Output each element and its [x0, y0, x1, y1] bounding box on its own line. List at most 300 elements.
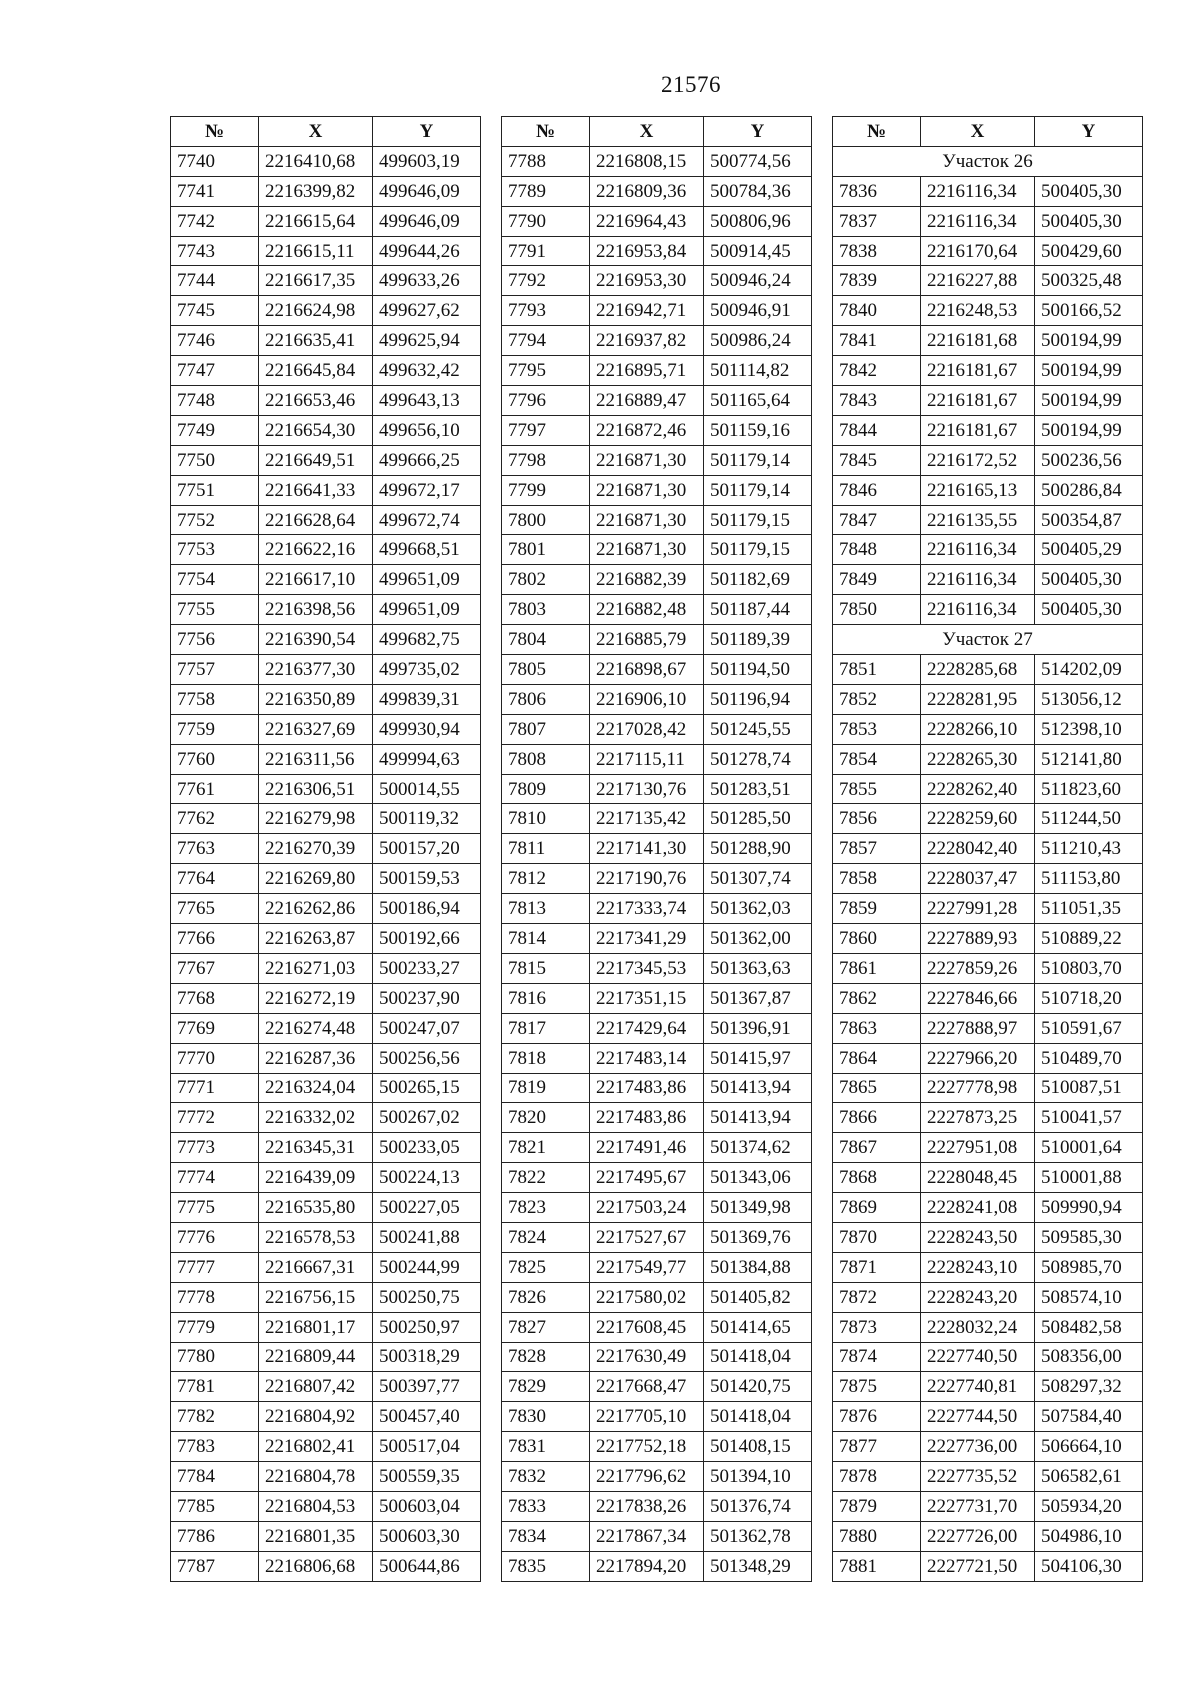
point-number-cell: 7873 [833, 1312, 921, 1342]
point-number-cell: 7874 [833, 1342, 921, 1372]
x-coordinate-cell: 2228042,40 [921, 834, 1035, 864]
point-number-cell: 7797 [502, 415, 590, 445]
y-coordinate-cell: 511244,50 [1035, 804, 1143, 834]
x-coordinate-cell: 2216287,36 [259, 1043, 373, 1073]
point-number-cell: 7813 [502, 894, 590, 924]
x-coordinate-cell: 2216262,86 [259, 894, 373, 924]
y-coordinate-cell: 500157,20 [373, 834, 481, 864]
point-number-cell: 7878 [833, 1462, 921, 1492]
point-number-cell: 7763 [171, 834, 259, 864]
y-coordinate-cell: 500559,35 [373, 1462, 481, 1492]
point-number-cell: 7748 [171, 386, 259, 416]
table-row [171, 176, 481, 206]
y-coordinate-cell: 500914,45 [704, 236, 812, 266]
point-number-cell: 7804 [502, 625, 590, 655]
table-row [833, 983, 1143, 1013]
table-row [833, 744, 1143, 774]
y-coordinate-cell: 499651,09 [373, 595, 481, 625]
x-coordinate-cell: 2228048,45 [921, 1163, 1035, 1193]
y-coordinate-cell: 500405,30 [1035, 176, 1143, 206]
y-coordinate-cell: 499672,17 [373, 475, 481, 505]
y-coordinate-cell: 500166,52 [1035, 296, 1143, 326]
point-number-cell: 7746 [171, 326, 259, 356]
y-coordinate-cell: 500119,32 [373, 804, 481, 834]
point-number-cell: 7810 [502, 804, 590, 834]
table-row [502, 684, 812, 714]
table-row [502, 1163, 812, 1193]
column-header-number: № [833, 117, 921, 147]
x-coordinate-cell: 2217130,76 [590, 774, 704, 804]
x-coordinate-cell: 2216653,46 [259, 386, 373, 416]
table-row [833, 1372, 1143, 1402]
table-row [171, 505, 481, 535]
x-coordinate-cell: 2216889,47 [590, 386, 704, 416]
table-row [502, 1551, 812, 1581]
x-coordinate-cell: 2217483,86 [590, 1073, 704, 1103]
point-number-cell: 7743 [171, 236, 259, 266]
table-row [502, 1342, 812, 1372]
table-row [833, 953, 1143, 983]
point-number-cell: 7777 [171, 1252, 259, 1282]
table-row [502, 983, 812, 1013]
table-row [171, 1432, 481, 1462]
y-coordinate-cell: 501349,98 [704, 1193, 812, 1223]
y-coordinate-cell: 501179,14 [704, 445, 812, 475]
x-coordinate-cell: 2216170,64 [921, 236, 1035, 266]
table-row [171, 1551, 481, 1581]
x-coordinate-cell: 2217115,11 [590, 744, 704, 774]
table-header-row [833, 117, 1143, 147]
table-row [502, 595, 812, 625]
y-coordinate-cell: 501414,65 [704, 1312, 812, 1342]
y-coordinate-cell: 500256,56 [373, 1043, 481, 1073]
y-coordinate-cell: 501413,94 [704, 1103, 812, 1133]
x-coordinate-cell: 2227726,00 [921, 1521, 1035, 1551]
point-number-cell: 7847 [833, 505, 921, 535]
y-coordinate-cell: 500986,24 [704, 326, 812, 356]
point-number-cell: 7799 [502, 475, 590, 505]
point-number-cell: 7880 [833, 1521, 921, 1551]
table-row [171, 864, 481, 894]
y-coordinate-cell: 501285,50 [704, 804, 812, 834]
y-coordinate-cell: 500354,87 [1035, 505, 1143, 535]
point-number-cell: 7860 [833, 924, 921, 954]
point-number-cell: 7856 [833, 804, 921, 834]
point-number-cell: 7764 [171, 864, 259, 894]
x-coordinate-cell: 2228259,60 [921, 804, 1035, 834]
x-coordinate-cell: 2217867,34 [590, 1521, 704, 1551]
x-coordinate-cell: 2227991,28 [921, 894, 1035, 924]
y-coordinate-cell: 499839,31 [373, 684, 481, 714]
point-number-cell: 7793 [502, 296, 590, 326]
x-coordinate-cell: 2228262,40 [921, 774, 1035, 804]
y-coordinate-cell: 511051,35 [1035, 894, 1143, 924]
table-row [833, 1551, 1143, 1581]
table-row [502, 894, 812, 924]
column-header-number: № [502, 117, 590, 147]
point-number-cell: 7765 [171, 894, 259, 924]
y-coordinate-cell: 510591,67 [1035, 1013, 1143, 1043]
coordinate-tables [170, 116, 1143, 1582]
x-coordinate-cell: 2217527,67 [590, 1222, 704, 1252]
point-number-cell: 7745 [171, 296, 259, 326]
table-row [833, 924, 1143, 954]
x-coordinate-cell: 2216628,64 [259, 505, 373, 535]
x-coordinate-cell: 2227778,98 [921, 1073, 1035, 1103]
point-number-cell: 7861 [833, 953, 921, 983]
y-coordinate-cell: 500227,05 [373, 1193, 481, 1223]
table-row [502, 206, 812, 236]
y-coordinate-cell: 501376,74 [704, 1491, 812, 1521]
table-row [502, 1491, 812, 1521]
table-row [833, 655, 1143, 685]
y-coordinate-cell: 500192,66 [373, 924, 481, 954]
point-number-cell: 7875 [833, 1372, 921, 1402]
table-row [171, 684, 481, 714]
y-coordinate-cell: 501413,94 [704, 1073, 812, 1103]
point-number-cell: 7852 [833, 684, 921, 714]
table-row [502, 146, 812, 176]
point-number-cell: 7839 [833, 266, 921, 296]
x-coordinate-cell: 2216953,84 [590, 236, 704, 266]
point-number-cell: 7756 [171, 625, 259, 655]
x-coordinate-cell: 2216578,53 [259, 1222, 373, 1252]
x-coordinate-cell: 2216181,67 [921, 415, 1035, 445]
point-number-cell: 7750 [171, 445, 259, 475]
y-coordinate-cell: 501194,50 [704, 655, 812, 685]
x-coordinate-cell: 2216390,54 [259, 625, 373, 655]
point-number-cell: 7822 [502, 1163, 590, 1193]
table-row [502, 1193, 812, 1223]
y-coordinate-cell: 499627,62 [373, 296, 481, 326]
table-row [833, 595, 1143, 625]
table-row [502, 356, 812, 386]
x-coordinate-cell: 2216804,53 [259, 1491, 373, 1521]
table-row [171, 1073, 481, 1103]
point-number-cell: 7803 [502, 595, 590, 625]
table-row [502, 505, 812, 535]
point-number-cell: 7850 [833, 595, 921, 625]
y-coordinate-cell: 501362,78 [704, 1521, 812, 1551]
y-coordinate-cell: 511210,43 [1035, 834, 1143, 864]
y-coordinate-cell: 500233,27 [373, 953, 481, 983]
table-row [171, 983, 481, 1013]
page-number: 21576 [661, 72, 721, 97]
point-number-cell: 7751 [171, 475, 259, 505]
x-coordinate-cell: 2228285,68 [921, 655, 1035, 685]
y-coordinate-cell: 508985,70 [1035, 1252, 1143, 1282]
point-number-cell: 7788 [502, 146, 590, 176]
table-row [833, 1491, 1143, 1521]
x-coordinate-cell: 2216808,15 [590, 146, 704, 176]
point-number-cell: 7833 [502, 1491, 590, 1521]
table-row [833, 1312, 1143, 1342]
point-number-cell: 7859 [833, 894, 921, 924]
point-number-cell: 7816 [502, 983, 590, 1013]
y-coordinate-cell: 500250,97 [373, 1312, 481, 1342]
y-coordinate-cell: 501179,15 [704, 505, 812, 535]
x-coordinate-cell: 2216377,30 [259, 655, 373, 685]
y-coordinate-cell: 501179,14 [704, 475, 812, 505]
table-row [171, 625, 481, 655]
table-row [833, 415, 1143, 445]
table-row [171, 326, 481, 356]
x-coordinate-cell: 2217549,77 [590, 1252, 704, 1282]
x-coordinate-cell: 2216804,92 [259, 1402, 373, 1432]
x-coordinate-cell: 2216937,82 [590, 326, 704, 356]
x-coordinate-cell: 2217333,74 [590, 894, 704, 924]
table-row [502, 1372, 812, 1402]
point-number-cell: 7795 [502, 356, 590, 386]
y-coordinate-cell: 501182,69 [704, 565, 812, 595]
x-coordinate-cell: 2227951,08 [921, 1133, 1035, 1163]
point-number-cell: 7761 [171, 774, 259, 804]
y-coordinate-cell: 500224,13 [373, 1163, 481, 1193]
table-row [502, 1073, 812, 1103]
y-coordinate-cell: 500247,07 [373, 1013, 481, 1043]
point-number-cell: 7779 [171, 1312, 259, 1342]
section-title: Участок 27 [833, 625, 1143, 655]
table-row [502, 714, 812, 744]
y-coordinate-cell: 499603,19 [373, 146, 481, 176]
point-number-cell: 7854 [833, 744, 921, 774]
x-coordinate-cell: 2217028,42 [590, 714, 704, 744]
point-number-cell: 7740 [171, 146, 259, 176]
table-row [833, 864, 1143, 894]
table-row [171, 953, 481, 983]
point-number-cell: 7769 [171, 1013, 259, 1043]
table-row [171, 1402, 481, 1432]
point-number-cell: 7831 [502, 1432, 590, 1462]
y-coordinate-cell: 499644,26 [373, 236, 481, 266]
y-coordinate-cell: 499668,51 [373, 535, 481, 565]
point-number-cell: 7853 [833, 714, 921, 744]
x-coordinate-cell: 2216615,64 [259, 206, 373, 236]
table-row [833, 236, 1143, 266]
point-number-cell: 7845 [833, 445, 921, 475]
y-coordinate-cell: 507584,40 [1035, 1402, 1143, 1432]
point-number-cell: 7855 [833, 774, 921, 804]
table-row [833, 1252, 1143, 1282]
x-coordinate-cell: 2227735,52 [921, 1462, 1035, 1492]
point-number-cell: 7808 [502, 744, 590, 774]
y-coordinate-cell: 501288,90 [704, 834, 812, 864]
point-number-cell: 7807 [502, 714, 590, 744]
x-coordinate-cell: 2217190,76 [590, 864, 704, 894]
point-number-cell: 7863 [833, 1013, 921, 1043]
point-number-cell: 7817 [502, 1013, 590, 1043]
y-coordinate-cell: 501159,16 [704, 415, 812, 445]
y-coordinate-cell: 499656,10 [373, 415, 481, 445]
point-number-cell: 7814 [502, 924, 590, 954]
point-number-cell: 7867 [833, 1133, 921, 1163]
table-row [833, 1222, 1143, 1252]
table-row [502, 1402, 812, 1432]
table-row [171, 894, 481, 924]
point-number-cell: 7752 [171, 505, 259, 535]
y-coordinate-cell: 500236,56 [1035, 445, 1143, 475]
y-coordinate-cell: 501396,91 [704, 1013, 812, 1043]
table-row [833, 804, 1143, 834]
coordinate-table [501, 116, 812, 1582]
point-number-cell: 7838 [833, 236, 921, 266]
y-coordinate-cell: 501307,74 [704, 864, 812, 894]
y-coordinate-cell: 501114,82 [704, 356, 812, 386]
point-number-cell: 7864 [833, 1043, 921, 1073]
point-number-cell: 7776 [171, 1222, 259, 1252]
x-coordinate-cell: 2216535,80 [259, 1193, 373, 1223]
table-row [502, 386, 812, 416]
point-number-cell: 7767 [171, 953, 259, 983]
x-coordinate-cell: 2216165,13 [921, 475, 1035, 505]
y-coordinate-cell: 510718,20 [1035, 983, 1143, 1013]
y-coordinate-cell: 501418,04 [704, 1402, 812, 1432]
table-row [171, 565, 481, 595]
y-coordinate-cell: 509990,94 [1035, 1193, 1143, 1223]
x-coordinate-cell: 2217796,62 [590, 1462, 704, 1492]
y-coordinate-cell: 504986,10 [1035, 1521, 1143, 1551]
x-coordinate-cell: 2216332,02 [259, 1103, 373, 1133]
table-row [833, 1402, 1143, 1432]
x-coordinate-cell: 2227873,25 [921, 1103, 1035, 1133]
point-number-cell: 7821 [502, 1133, 590, 1163]
x-coordinate-cell: 2216624,98 [259, 296, 373, 326]
y-coordinate-cell: 500405,30 [1035, 565, 1143, 595]
y-coordinate-cell: 499666,25 [373, 445, 481, 475]
x-coordinate-cell: 2216635,41 [259, 326, 373, 356]
y-coordinate-cell: 511153,80 [1035, 864, 1143, 894]
y-coordinate-cell: 500517,04 [373, 1432, 481, 1462]
x-coordinate-cell: 2216801,17 [259, 1312, 373, 1342]
x-coordinate-cell: 2227888,97 [921, 1013, 1035, 1043]
point-number-cell: 7749 [171, 415, 259, 445]
point-number-cell: 7870 [833, 1222, 921, 1252]
table-row [171, 356, 481, 386]
table-row [171, 595, 481, 625]
column-header-number: № [171, 117, 259, 147]
point-number-cell: 7782 [171, 1402, 259, 1432]
section-row [833, 625, 1143, 655]
table-row [171, 296, 481, 326]
y-coordinate-cell: 510001,64 [1035, 1133, 1143, 1163]
y-coordinate-cell: 499682,75 [373, 625, 481, 655]
x-coordinate-cell: 2216116,34 [921, 595, 1035, 625]
table-row [502, 924, 812, 954]
table-row [833, 326, 1143, 356]
x-coordinate-cell: 2216311,56 [259, 744, 373, 774]
x-coordinate-cell: 2216248,53 [921, 296, 1035, 326]
x-coordinate-cell: 2227721,50 [921, 1551, 1035, 1581]
point-number-cell: 7796 [502, 386, 590, 416]
y-coordinate-cell: 500405,30 [1035, 595, 1143, 625]
x-coordinate-cell: 2216641,33 [259, 475, 373, 505]
point-number-cell: 7790 [502, 206, 590, 236]
x-coordinate-cell: 2216172,52 [921, 445, 1035, 475]
point-number-cell: 7760 [171, 744, 259, 774]
point-number-cell: 7868 [833, 1163, 921, 1193]
y-coordinate-cell: 500603,04 [373, 1491, 481, 1521]
x-coordinate-cell: 2216871,30 [590, 535, 704, 565]
table-row [833, 1193, 1143, 1223]
x-coordinate-cell: 2216181,67 [921, 386, 1035, 416]
column-header-y: Y [373, 117, 481, 147]
point-number-cell: 7770 [171, 1043, 259, 1073]
table-row [502, 445, 812, 475]
x-coordinate-cell: 2216645,84 [259, 356, 373, 386]
y-coordinate-cell: 501384,88 [704, 1252, 812, 1282]
point-number-cell: 7811 [502, 834, 590, 864]
table-row [171, 1103, 481, 1133]
y-coordinate-cell: 500603,30 [373, 1521, 481, 1551]
y-coordinate-cell: 500644,86 [373, 1551, 481, 1581]
table-row [833, 1432, 1143, 1462]
x-coordinate-cell: 2216615,11 [259, 236, 373, 266]
point-number-cell: 7758 [171, 684, 259, 714]
table-row [833, 445, 1143, 475]
y-coordinate-cell: 499643,13 [373, 386, 481, 416]
point-number-cell: 7806 [502, 684, 590, 714]
point-number-cell: 7829 [502, 1372, 590, 1402]
table-row [502, 804, 812, 834]
column-header-x: X [259, 117, 373, 147]
point-number-cell: 7784 [171, 1462, 259, 1492]
x-coordinate-cell: 2217705,10 [590, 1402, 704, 1432]
x-coordinate-cell: 2217135,42 [590, 804, 704, 834]
table-row [171, 146, 481, 176]
y-coordinate-cell: 501415,97 [704, 1043, 812, 1073]
y-coordinate-cell: 500250,75 [373, 1282, 481, 1312]
point-number-cell: 7848 [833, 535, 921, 565]
point-number-cell: 7773 [171, 1133, 259, 1163]
point-number-cell: 7840 [833, 296, 921, 326]
y-coordinate-cell: 501374,62 [704, 1133, 812, 1163]
table-row [171, 1282, 481, 1312]
x-coordinate-cell: 2216871,30 [590, 445, 704, 475]
point-number-cell: 7818 [502, 1043, 590, 1073]
x-coordinate-cell: 2227846,66 [921, 983, 1035, 1013]
x-coordinate-cell: 2216327,69 [259, 714, 373, 744]
point-number-cell: 7837 [833, 206, 921, 236]
table-row [171, 445, 481, 475]
table-row [171, 655, 481, 685]
point-number-cell: 7766 [171, 924, 259, 954]
y-coordinate-cell: 510803,70 [1035, 953, 1143, 983]
point-number-cell: 7755 [171, 595, 259, 625]
point-number-cell: 7774 [171, 1163, 259, 1193]
table-row [833, 1163, 1143, 1193]
y-coordinate-cell: 501343,06 [704, 1163, 812, 1193]
x-coordinate-cell: 2216906,10 [590, 684, 704, 714]
x-coordinate-cell: 2217608,45 [590, 1312, 704, 1342]
y-coordinate-cell: 501394,10 [704, 1462, 812, 1492]
table-row [502, 1133, 812, 1163]
y-coordinate-cell: 513056,12 [1035, 684, 1143, 714]
point-number-cell: 7787 [171, 1551, 259, 1581]
point-number-cell: 7780 [171, 1342, 259, 1372]
table-row [502, 1252, 812, 1282]
table-row [171, 1163, 481, 1193]
y-coordinate-cell: 500946,24 [704, 266, 812, 296]
point-number-cell: 7768 [171, 983, 259, 1013]
table-row [171, 1193, 481, 1223]
x-coordinate-cell: 2216801,35 [259, 1521, 373, 1551]
point-number-cell: 7754 [171, 565, 259, 595]
x-coordinate-cell: 2216802,41 [259, 1432, 373, 1462]
table-row [833, 565, 1143, 595]
point-number-cell: 7876 [833, 1402, 921, 1432]
x-coordinate-cell: 2216756,15 [259, 1282, 373, 1312]
point-number-cell: 7771 [171, 1073, 259, 1103]
